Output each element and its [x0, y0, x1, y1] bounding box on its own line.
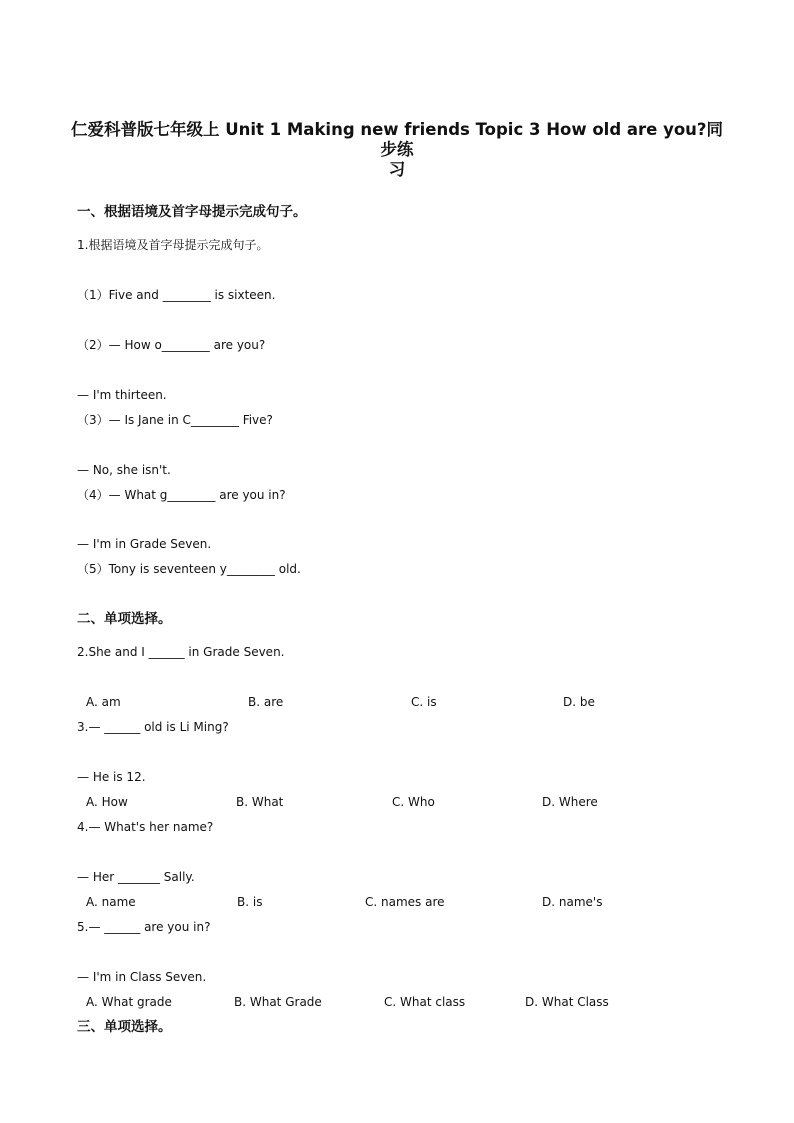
question-4-answer-line: — Her _______ Sally. [77, 870, 195, 884]
document-title-line-2: 习 [388, 160, 406, 179]
question-2-option-a: A. am [86, 695, 121, 709]
question-4-option-d: D. name's [542, 895, 603, 909]
question-1-item: （5）Tony is seventeen y________ old. [77, 562, 301, 576]
question-1-item: （3）— Is Jane in C________ Five? [77, 413, 273, 427]
question-4-option-b: B. is [237, 895, 263, 909]
question-3-answer-line: — He is 12. [77, 770, 146, 784]
question-2-stem: 2.She and I ______ in Grade Seven. [77, 645, 285, 659]
question-3-option-d: D. Where [542, 795, 598, 809]
section-2-heading: 二、单项选择。 [77, 611, 172, 627]
question-1-item: （4）— What g________ are you in? [77, 488, 286, 502]
question-1-item: （1）Five and ________ is sixteen. [77, 288, 276, 302]
question-2-option-b: B. are [248, 695, 284, 709]
question-3-stem: 3.— ______ old is Li Ming? [77, 720, 229, 734]
question-5-option-d: D. What Class [525, 995, 609, 1009]
question-4-stem: 4.— What's her name? [77, 820, 214, 834]
question-1-item: — I'm thirteen. [77, 388, 167, 402]
question-5-option-c: C. What class [384, 995, 466, 1009]
question-2-option-c: C. is [411, 695, 437, 709]
question-3-option-c: C. Who [392, 795, 435, 809]
question-1-item: — I'm in Grade Seven. [77, 537, 212, 551]
question-4-option-a: A. name [86, 895, 136, 909]
question-1-item: （2）— How o________ are you? [77, 338, 266, 352]
question-1-item: — No, she isn't. [77, 463, 171, 477]
section-3-heading: 三、单项选择。 [77, 1019, 172, 1035]
question-5-stem: 5.— ______ are you in? [77, 920, 211, 934]
question-2-option-d: D. be [563, 695, 595, 709]
question-3-option-b: B. What [236, 795, 284, 809]
question-5-option-b: B. What Grade [234, 995, 322, 1009]
question-5-option-a: A. What grade [86, 995, 172, 1009]
question-3-option-a: A. How [86, 795, 128, 809]
section-1-heading: 一、根据语境及首字母提示完成句子。 [77, 204, 307, 220]
document-title-line-1: 仁爱科普版七年级上 Unit 1 Making new friends Topic 3 How old are you?同步练 [70, 120, 723, 159]
question-5-answer-line: — I'm in Class Seven. [77, 970, 207, 984]
question-1-stem: 1.根据语境及首字母提示完成句子。 [77, 238, 269, 252]
question-4-option-c: C. names are [365, 895, 445, 909]
